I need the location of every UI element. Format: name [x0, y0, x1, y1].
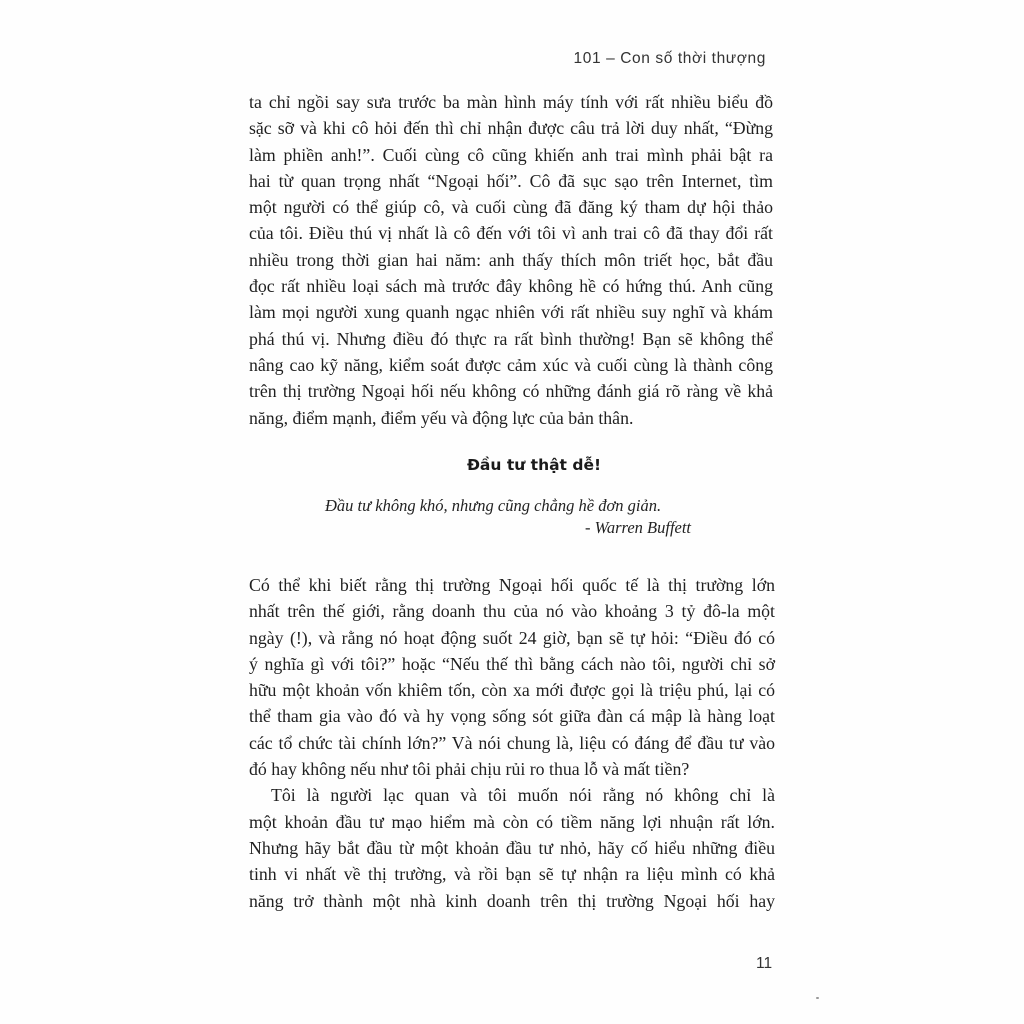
paragraph-3	[249, 782, 775, 913]
text-line: nhiều trong thời gian hai năm: anh thấy thích môn triết học, bắt đầu	[249, 249, 773, 270]
text-line: ngày (!), và rằng nó hoạt động suốt 24 giờ, bạn sẽ tự hỏi: “Điều đó có	[249, 627, 775, 648]
text-line: ý nghĩa gì với tôi?” hoặc “Nếu thế thì bằng cách nào tôi, người chỉ sở	[249, 653, 775, 674]
page-number: 11	[756, 955, 773, 972]
text-line: một người có thể giúp cô, và cuối cùng đã đăng ký tham dự hội thảo	[249, 197, 773, 218]
text-line: nhất trên thế giới, rằng doanh thu của nó vào khoảng 3 tỷ đô-la một	[249, 601, 775, 622]
text-line: nâng cao kỹ năng, kiểm soát được cảm xúc và cuối cùng là thành công	[249, 354, 773, 375]
epigraph-quote: Đầu tư không khó, nhưng cũng chẳng hề đơn giản.	[325, 496, 662, 515]
text-line: Có thể khi biết rằng thị trường Ngoại hối quốc tế là thị trường lớn	[249, 575, 775, 595]
text-line: phá thú vị. Nhưng điều đó thực ra rất bình thường! Bạn sẽ không thể	[249, 328, 773, 349]
text-line: năng trở thành một nhà kinh doanh trên thị trường Ngoại hối hay	[249, 890, 775, 911]
text-line: tinh vi nhất về thị trường, và rồi bạn sẽ tự nhận ra liệu mình có khả	[249, 864, 775, 885]
text-line: các tổ chức tài chính lớn?” Và nói chung là, liệu có đáng để đầu tư vào	[249, 732, 775, 753]
text-line: Tôi là người lạc quan và tôi muốn nói rằng nó không chỉ là	[271, 785, 775, 806]
text-line: đó hay không nếu như tôi phải chịu rủi ro thua lỗ và mất tiền?	[249, 759, 690, 780]
text-line: ta chỉ ngồi say sưa trước ba màn hình máy tính với rất nhiều biểu đồ	[249, 92, 773, 112]
text-line: hữu một khoản vốn khiêm tốn, còn xa mới được gọi là triệu phú, lại có	[249, 680, 775, 701]
text-line: làm phiền anh!”. Cuối cùng cô cũng khiến anh trai mình phải bật ra	[249, 144, 773, 165]
paragraph-2	[249, 572, 775, 914]
print-speck	[816, 997, 819, 999]
text-line: của tôi. Điều thú vị nhất là cô đến với tôi vì anh trai cô đã thay đổi rất	[249, 223, 773, 244]
text-line: hai từ quan trọng nhất “Ngoại hối”. Cô đã sục sạo trên Internet, tìm	[249, 170, 773, 191]
text-line: một khoản đầu tư mạo hiểm mà còn có tiềm năng lợi nhuận rất lớn.	[249, 811, 775, 832]
epigraph-author: - Warren Buffett	[585, 518, 692, 537]
text-line: thể tham gia vào đó và hy vọng sống sót giữa đàn cá mập là hàng loạt	[249, 706, 775, 727]
paragraph-1	[249, 89, 773, 431]
text-line: sặc sỡ và khi cô hỏi đến thì chỉ nhận được câu trả lời duy nhất, “Đừng	[249, 118, 773, 139]
text-line: Nhưng hãy bắt đầu từ một khoản đầu tư nhỏ, hãy cố hiểu những điều	[249, 837, 775, 858]
running-header: 101 – Con số thời thượng	[573, 50, 766, 67]
text-line: trên thị trường Ngoại hối nếu không có những đánh giá rõ ràng về khả	[249, 381, 773, 402]
text-line: làm mọi người xung quanh ngạc nhiên với rất nhiều suy nghĩ và khám	[249, 302, 773, 323]
section-heading: Đầu tư thật dễ!	[466, 456, 602, 474]
text-line: đọc rất nhiều loại sách mà trước đây không hề có hứng thú. Anh cũng	[249, 276, 773, 297]
text-line: năng, điểm mạnh, điểm yếu và động lực của bản thân.	[249, 407, 634, 428]
